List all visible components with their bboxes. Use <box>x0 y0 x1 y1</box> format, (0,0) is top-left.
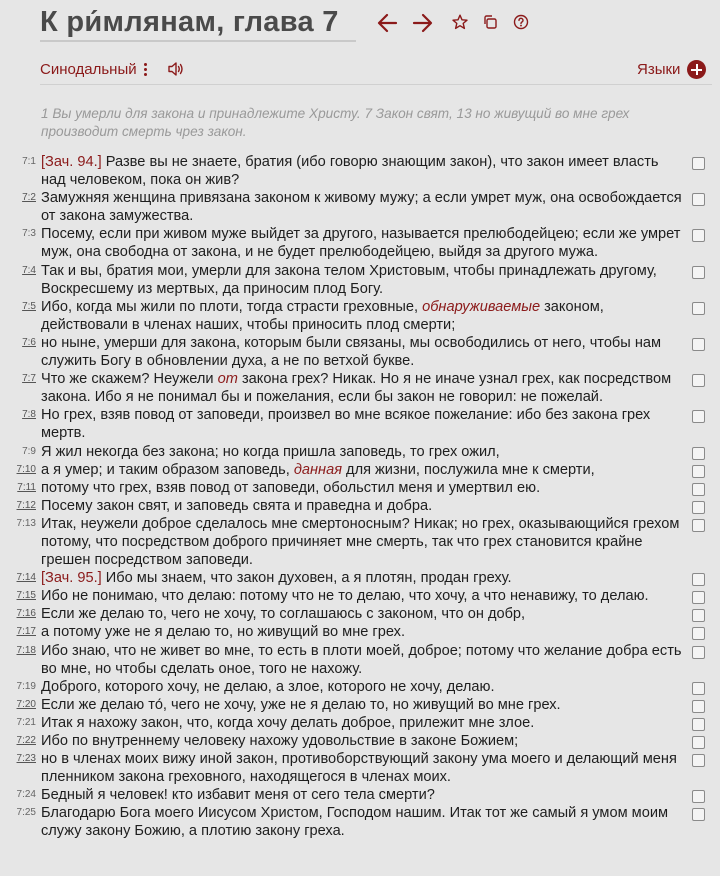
verse-row <box>0 786 720 804</box>
verse-row <box>0 515 720 569</box>
arrow-left-icon[interactable] <box>376 12 398 34</box>
verse-text <box>41 225 684 261</box>
reading-marker[interactable]: [Зач. 94.] <box>41 154 102 170</box>
verse-text <box>41 515 684 569</box>
verse-text-segment: Благодарю Бога моего Иисусом Христом, Господом нашим. Итак тот же самый я умом моим служу закону Божию, а плотию закону греха. <box>41 805 669 840</box>
verse-row <box>0 732 720 750</box>
verse-text <box>41 153 684 189</box>
verse-text <box>41 714 684 732</box>
verse-text <box>41 732 684 750</box>
verse-number[interactable]: 7:12 <box>16 499 36 511</box>
verse-number[interactable]: 7:5 <box>22 300 36 312</box>
verse-text <box>41 262 684 298</box>
verse-text-segment: Ибо не понимаю, что делаю: потому что не то делаю, что хочу, а что ненавижу, то делаю. <box>41 588 649 605</box>
verse-number: 7:19 <box>16 680 36 692</box>
verse-checkbox[interactable] <box>692 646 705 659</box>
verse-row <box>0 642 720 678</box>
verse-number[interactable]: 7:10 <box>16 463 36 475</box>
verse-text-segment: но ныне, умерши для закона, которым были связаны, мы освободились от него, чтобы нам служить Богу в обновлении духа, а не по ветхой букве. <box>41 334 662 370</box>
add-language-icon[interactable] <box>687 60 706 79</box>
verse-text <box>41 461 684 479</box>
verse-checkbox[interactable] <box>692 447 705 460</box>
verse-number[interactable]: 7:20 <box>16 698 36 710</box>
verse-row <box>0 153 720 189</box>
verse-number: 7:9 <box>22 445 36 457</box>
verse-number[interactable]: 7:15 <box>16 590 36 602</box>
verse-row <box>0 714 720 732</box>
languages-link[interactable]: Языки <box>637 61 681 78</box>
verse-checkbox[interactable] <box>692 229 705 242</box>
verse-text-segment: законом, действовали в членах наших, чтобы приносить плод смерти; <box>41 298 604 333</box>
verse-row <box>0 623 720 641</box>
verse-checkbox[interactable] <box>692 483 705 496</box>
verse-text <box>41 406 684 442</box>
verse-text-segment: закона грех? Никак. Но я не иначе узнал грех, как посредством закона. Ибо я не понимал бы и пожелания, если бы закон не говорил: не пожелай. <box>41 371 672 406</box>
kebab-menu-icon[interactable] <box>142 60 150 78</box>
verse-number: 7:25 <box>16 807 36 819</box>
verse-row <box>0 189 720 225</box>
verse-checkbox[interactable] <box>692 374 705 387</box>
verse-checkbox[interactable] <box>692 410 705 423</box>
title-underline <box>40 40 356 42</box>
verse-text <box>41 189 684 225</box>
verse-text-segment: а потому уже не я делаю то, но живущий во мне грех. <box>41 624 406 641</box>
verse-number[interactable]: 7:23 <box>16 753 36 765</box>
verse-text <box>41 750 684 786</box>
verse-number[interactable]: 7:7 <box>22 373 36 385</box>
verse-row <box>0 569 720 587</box>
verse-checkbox[interactable] <box>692 700 705 713</box>
verse-row <box>0 804 720 840</box>
verse-row <box>0 461 720 479</box>
star-icon[interactable] <box>452 14 468 30</box>
verse-text-segment: Ибо знаю, что не живет во мне, то есть в плоти моей, доброе; потому что желание добра есть во мне, но чтобы сделать оное, того не нахожу. <box>41 642 682 677</box>
verse-row <box>0 334 720 370</box>
verse-checkbox[interactable] <box>692 465 705 478</box>
verse-list <box>0 153 720 841</box>
verse-row <box>0 225 720 261</box>
verse-row <box>0 479 720 497</box>
help-icon[interactable] <box>513 14 529 30</box>
verse-row <box>0 298 720 334</box>
verse-text-segment: Бедный я человек! кто избавит меня от сего тела смерти? <box>41 787 435 804</box>
verse-checkbox[interactable] <box>692 302 705 315</box>
verse-row <box>0 443 720 461</box>
verse-number[interactable]: 7:17 <box>16 626 36 638</box>
verse-text-segment: Ибо, когда мы жили по плоти, тогда страсти греховные, <box>41 298 423 315</box>
verse-number[interactable]: 7:22 <box>16 735 36 746</box>
verse-checkbox[interactable] <box>692 808 705 821</box>
verse-text-segment: Если же делаю то, чего не хочу, то соглашаюсь с законом, что он добр, <box>41 606 526 623</box>
verse-checkbox[interactable] <box>692 790 705 803</box>
verse-number: 7:3 <box>22 228 36 240</box>
italic-word: данная <box>293 461 342 478</box>
verse-text <box>41 804 684 840</box>
verse-text-segment: Если же делаю то́, чего не хочу, уже не я делаю то, но живущий во мне грех. <box>41 696 561 713</box>
verse-number[interactable]: 7:6 <box>22 336 36 348</box>
verse-number: 7:1 <box>22 156 36 167</box>
verse-text-segment: Посему закон свят, и заповедь свята и праведна и добра. <box>41 497 433 514</box>
verse-checkbox[interactable] <box>692 609 705 622</box>
verse-text <box>41 497 684 515</box>
verse-row <box>0 262 720 298</box>
verse-text-segment: Итак, неужели доброе сделалось мне смертоносным? Никак; но грех, оказывающийся грехом потому, что посредством доброго причиняет мне смерть, так что грех становится крайне грешен посредством заповеди. <box>41 515 680 569</box>
verse-text-segment: Посему, если при живом муже выйдет за другого, называется прелюбодейцею; если же умрет муж, она свободна от закона, и не будет прелюбодейцею, выйдя за другого мужа. <box>41 226 681 261</box>
speaker-icon[interactable] <box>167 61 185 82</box>
page-title: К ри́млянам, глава 7 <box>40 6 339 38</box>
verse-text <box>41 642 684 678</box>
verse-checkbox[interactable] <box>692 754 705 767</box>
verse-text <box>41 334 684 370</box>
verse-checkbox[interactable] <box>692 627 705 640</box>
verse-text <box>41 370 684 406</box>
verse-checkbox[interactable] <box>692 338 705 351</box>
verse-row <box>0 678 720 696</box>
verse-row <box>0 497 720 515</box>
verse-text-segment: Но грех, взяв повод от заповеди, произвел во мне всякое пожелание: ибо без закона грех мертв. <box>41 407 651 442</box>
reading-marker[interactable]: [Зач. 95.] <box>41 570 102 587</box>
verse-text-segment: Что же скажем? Неужели <box>41 371 218 388</box>
verse-number: 7:13 <box>16 517 36 529</box>
verse-text-segment: Я жил некогда без закона; но когда пришла заповедь, то грех ожил, <box>41 443 500 460</box>
verse-text <box>41 786 684 804</box>
verse-text <box>41 587 684 605</box>
arrow-right-icon[interactable] <box>412 12 434 34</box>
verse-text <box>41 696 684 714</box>
verse-text-segment: Итак я нахожу закон, что, когда хочу делать доброе, прилежит мне злое. <box>41 714 535 731</box>
verse-number[interactable]: 7:4 <box>22 264 36 276</box>
verse-checkbox[interactable] <box>692 501 705 514</box>
verse-text-segment: для жизни, послужила мне к смерти, <box>342 461 595 478</box>
verse-number: 7:24 <box>16 789 36 801</box>
verse-checkbox[interactable] <box>692 573 705 586</box>
verse-text <box>41 298 684 334</box>
verse-text-segment: Замужняя женщина привязана законом к живому мужу; а если умрет муж, она освобождается от закона замужества. <box>41 190 682 225</box>
toolbar-divider <box>40 84 712 85</box>
verse-row <box>0 370 720 406</box>
verse-row <box>0 587 720 605</box>
verse-checkbox[interactable] <box>692 193 705 206</box>
verse-number: 7:21 <box>16 716 36 728</box>
verse-text-segment: а я умер; и таким образом заповедь, <box>41 461 294 478</box>
verse-row <box>0 750 720 786</box>
verse-row <box>0 406 720 442</box>
verse-text-segment: Ибо мы знаем, что закон духовен, а я плотян, продан греху. <box>101 570 512 587</box>
verse-number[interactable]: 7:2 <box>22 192 36 204</box>
verse-text-segment: Ибо по внутреннему человеку нахожу удовольствие в законе Божием; <box>41 733 519 749</box>
verse-text-segment: Разве вы не знаете, братия (ибо говорю знающим закон), что закон имеет власть над человеком, пока он жив? <box>41 154 659 189</box>
verse-text <box>41 678 684 696</box>
verse-checkbox[interactable] <box>692 718 705 731</box>
verse-checkbox[interactable] <box>692 157 705 170</box>
verse-checkbox[interactable] <box>692 736 705 749</box>
verse-text <box>41 479 684 497</box>
italic-word: обнаруживаемые <box>422 298 541 315</box>
verse-text <box>41 569 684 587</box>
verse-text <box>41 605 684 623</box>
verse-text-segment: Так и вы, братия мои, умерли для закона телом Христовым, чтобы принадлежать другому, Воскресшему из мертвых, да приносим плод Богу. <box>41 262 657 297</box>
verse-checkbox[interactable] <box>692 591 705 604</box>
verse-text-segment: но в членах моих вижу иной закон, противоборствующий закону ума моего и делающий меня пленником закона греховного, находящегося в членах моих. <box>41 751 677 786</box>
verse-number[interactable]: 7:14 <box>16 572 36 584</box>
verse-checkbox[interactable] <box>692 519 705 532</box>
verse-number[interactable]: 7:11 <box>17 481 36 493</box>
verse-text-segment: потому что грех, взяв повод от заповеди, обольстил меня и умертвил ею. <box>41 479 541 496</box>
verse-text <box>41 623 684 641</box>
verse-row <box>0 605 720 623</box>
verse-number[interactable]: 7:8 <box>22 409 36 421</box>
verse-row <box>0 696 720 714</box>
verse-text <box>41 443 684 461</box>
italic-word: от <box>217 371 238 388</box>
toolbar <box>0 58 720 82</box>
translation-selector[interactable]: Синодальный <box>40 61 137 78</box>
verse-number[interactable]: 7:18 <box>16 644 36 656</box>
page-header <box>0 0 720 46</box>
copy-icon[interactable] <box>482 14 498 30</box>
verse-checkbox[interactable] <box>692 682 705 695</box>
chapter-summary: 1 Вы умерли для закона и принадлежите Христу. 7 Закон свят, 13 но живущий во мне грех производит смерть чрез закон. <box>41 106 630 139</box>
verse-checkbox[interactable] <box>692 266 705 279</box>
verse-text-segment: Доброго, которого хочу, не делаю, а злое, которого не хочу, делаю. <box>41 678 495 695</box>
verse-number[interactable]: 7:16 <box>16 608 36 620</box>
